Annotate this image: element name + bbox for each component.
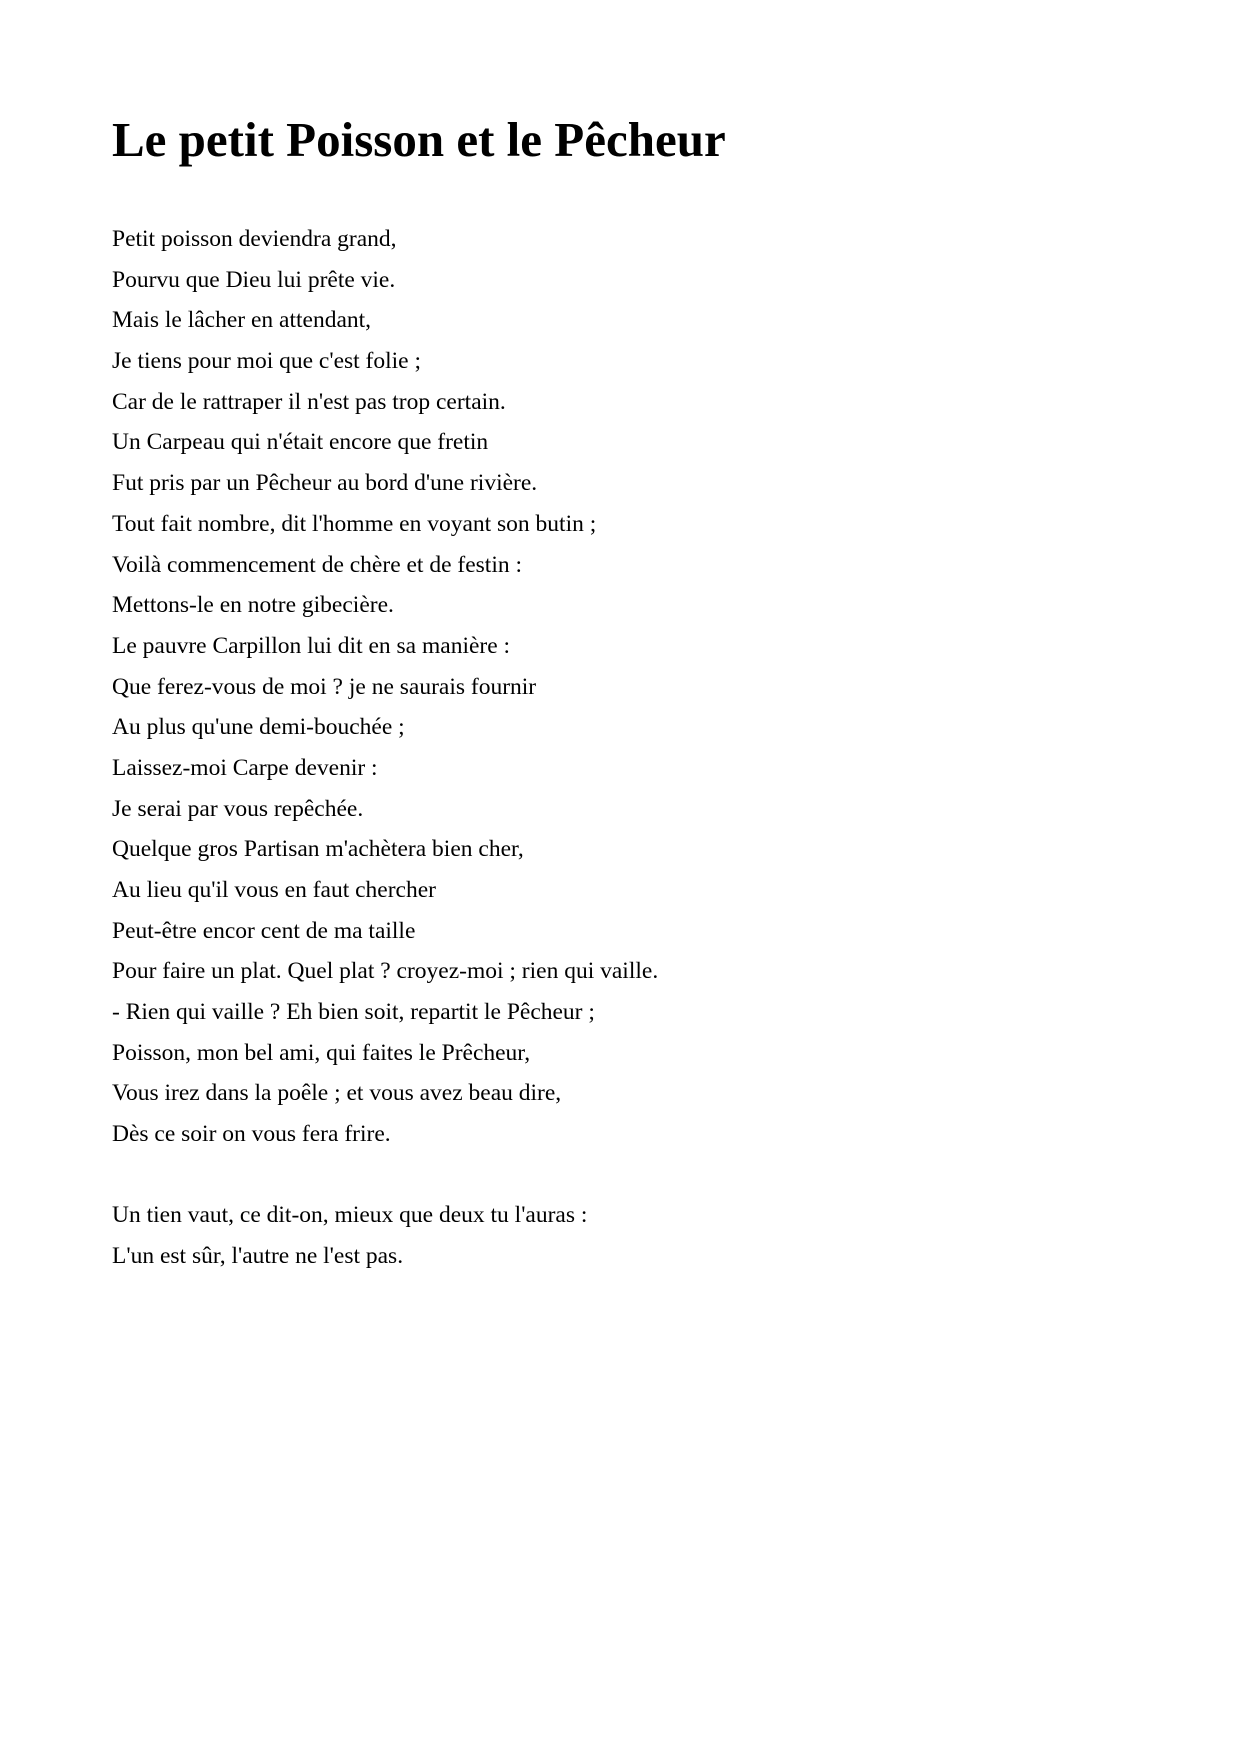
verse-line-17: Au lieu qu'il vous en faut chercher <box>112 877 436 903</box>
verse-line-13: Au plus qu'une demi-bouchée ; <box>112 714 405 741</box>
verse-line-1: Petit poisson deviendra grand, <box>112 226 397 252</box>
verse-line-21: Poisson, mon bel ami, qui faites le Prêcheur, <box>112 1039 531 1066</box>
moral-line-2: L'un est sûr, l'autre ne l'est pas. <box>112 1242 404 1269</box>
verse-line-6: Un Carpeau qui n'était encore que fretin <box>112 429 489 456</box>
verse-line-4: Je tiens pour moi que c'est folie ; <box>112 348 422 375</box>
stanza-2-moral <box>112 1195 587 1276</box>
verse-line-23: Dès ce soir on vous fera frire. <box>112 1121 391 1148</box>
verse-line-3: Mais le lâcher en attendant, <box>112 307 372 334</box>
verse-line-18: Peut-être encor cent de ma taille <box>112 917 416 944</box>
page-title: Le petit Poisson et le Pêcheur <box>112 112 726 167</box>
verse-line-15: Je serai par vous repêchée. <box>112 795 364 822</box>
verse-line-19: Pour faire un plat. Quel plat ? croyez-moi ; rien qui vaille. <box>112 958 659 985</box>
stanza-1 <box>112 219 658 1155</box>
verse-line-12: Que ferez-vous de moi ? je ne saurais fournir <box>112 673 537 700</box>
moral-line-1: Un tien vaut, ce dit-on, mieux que deux tu l'auras : <box>112 1202 588 1228</box>
verse-line-2: Pourvu que Dieu lui prête vie. <box>112 266 396 293</box>
verse-line-7: Fut pris par un Pêcheur au bord d'une rivière. <box>112 470 538 497</box>
verse-line-22: Vous irez dans la poêle ; et vous avez beau dire, <box>112 1080 562 1107</box>
verse-line-11: Le pauvre Carpillon lui dit en sa manière : <box>112 632 511 659</box>
verse-line-16: Quelque gros Partisan m'achètera bien cher, <box>112 836 524 863</box>
verse-line-8: Tout fait nombre, dit l'homme en voyant son butin ; <box>112 510 597 537</box>
verse-line-10: Mettons-le en notre gibecière. <box>112 592 394 619</box>
verse-line-20: - Rien qui vaille ? Eh bien soit, repartit le Pêcheur ; <box>112 999 595 1026</box>
verse-line-5: Car de le rattraper il n'est pas trop certain. <box>112 388 506 415</box>
verse-line-9: Voilà commencement de chère et de festin : <box>112 551 522 578</box>
verse-line-14: Laissez-moi Carpe devenir : <box>112 754 378 781</box>
